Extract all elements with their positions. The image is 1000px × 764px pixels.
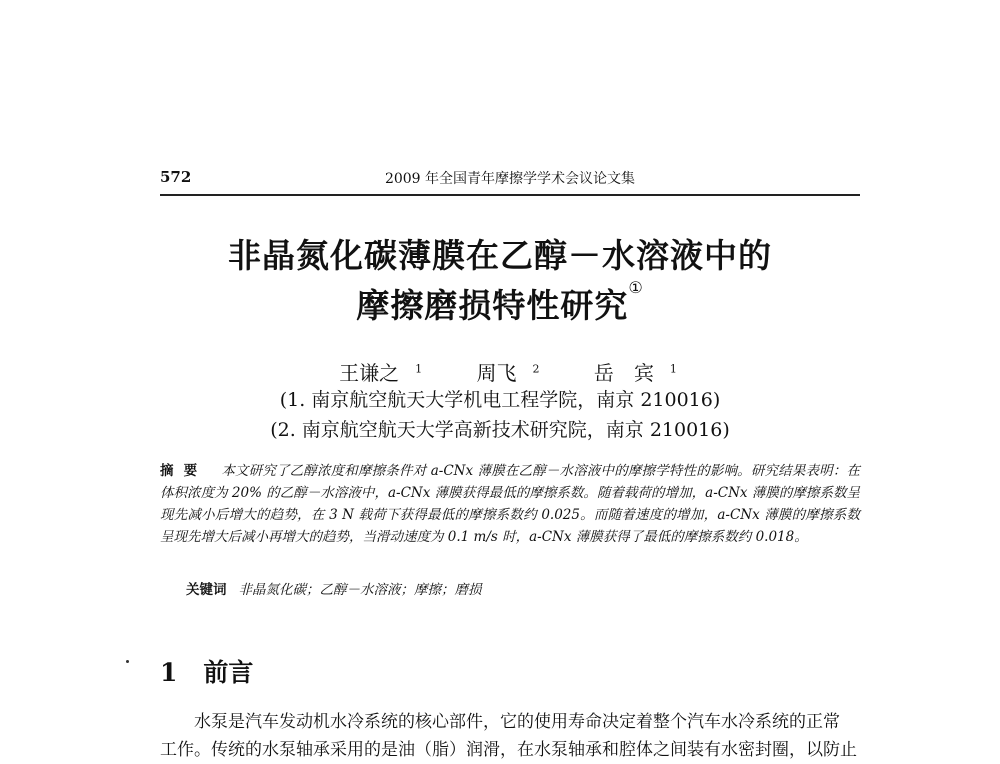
- paper-title-text: 摩擦磨损特性研究: [356, 286, 629, 325]
- author: 王谦之 $^1$: [339, 361, 423, 385]
- keywords: [186, 578, 482, 598]
- affiliation-1: (1. 南京航空航天大学机电工程学院，南京 210016): [279, 389, 721, 411]
- author: 岳 宾 $^1$: [593, 361, 677, 385]
- abstract-text: 本文研究了乙醇浓度和摩擦条件对 a-CNx 薄膜在乙醇－水溶液中的摩擦学特性的影响。研究结果表明：在体积浓度为 20% 的乙醇－水溶液中，a-CNx 薄膜获得最低的摩擦系数。随着载荷的增加，a-CNx 薄膜的摩擦系数呈现先减小后增大的趋势，在 3 N 载荷下获得最低的摩擦系数约 0.025。而随着速度的增加，a-CNx 薄膜的摩擦系数呈现先增大后减小再增大的趋势，当滑动速度为 0.1 m/s 时，a-CNx 薄膜获得了最低的摩擦系数约 0.018。: [160, 463, 860, 545]
- paper-title-line1: 非晶氮化碳薄膜在乙醇－水溶液中的: [228, 236, 772, 275]
- author: 周飞 $^2$: [476, 361, 540, 385]
- body-line-2: 工作。传统的水泵轴承采用的是油（脂）润滑，在水泵轴承和腔体之间装有水密封圈，以防止: [160, 740, 857, 760]
- scan-speck: [126, 660, 129, 663]
- author-list: [0, 357, 1000, 386]
- title-footnote-mark: ①: [628, 278, 644, 297]
- abstract: [160, 460, 860, 548]
- section-title: 前言: [203, 658, 254, 687]
- running-title: 2009 年全国青年摩擦学学术会议论文集: [384, 171, 636, 187]
- page-number: 572: [160, 168, 192, 186]
- section-heading: [160, 653, 253, 689]
- abstract-label: 摘要: [160, 463, 208, 479]
- body-paragraph: [160, 708, 860, 764]
- body-line-1: 水泵是汽车发动机水冷系统的核心部件，它的使用寿命决定着整个汽车水冷系统的正常: [194, 712, 840, 732]
- keywords-label: 关键词: [186, 582, 227, 598]
- paper-title-line2: [0, 280, 1000, 327]
- affiliation-2: (2. 南京航空航天大学高新技术研究院，南京 210016): [270, 419, 730, 441]
- keywords-text: 非晶氮化碳；乙醇－水溶液；摩擦；磨损: [238, 582, 482, 598]
- page-header: [160, 166, 860, 196]
- section-number: 1: [160, 658, 178, 687]
